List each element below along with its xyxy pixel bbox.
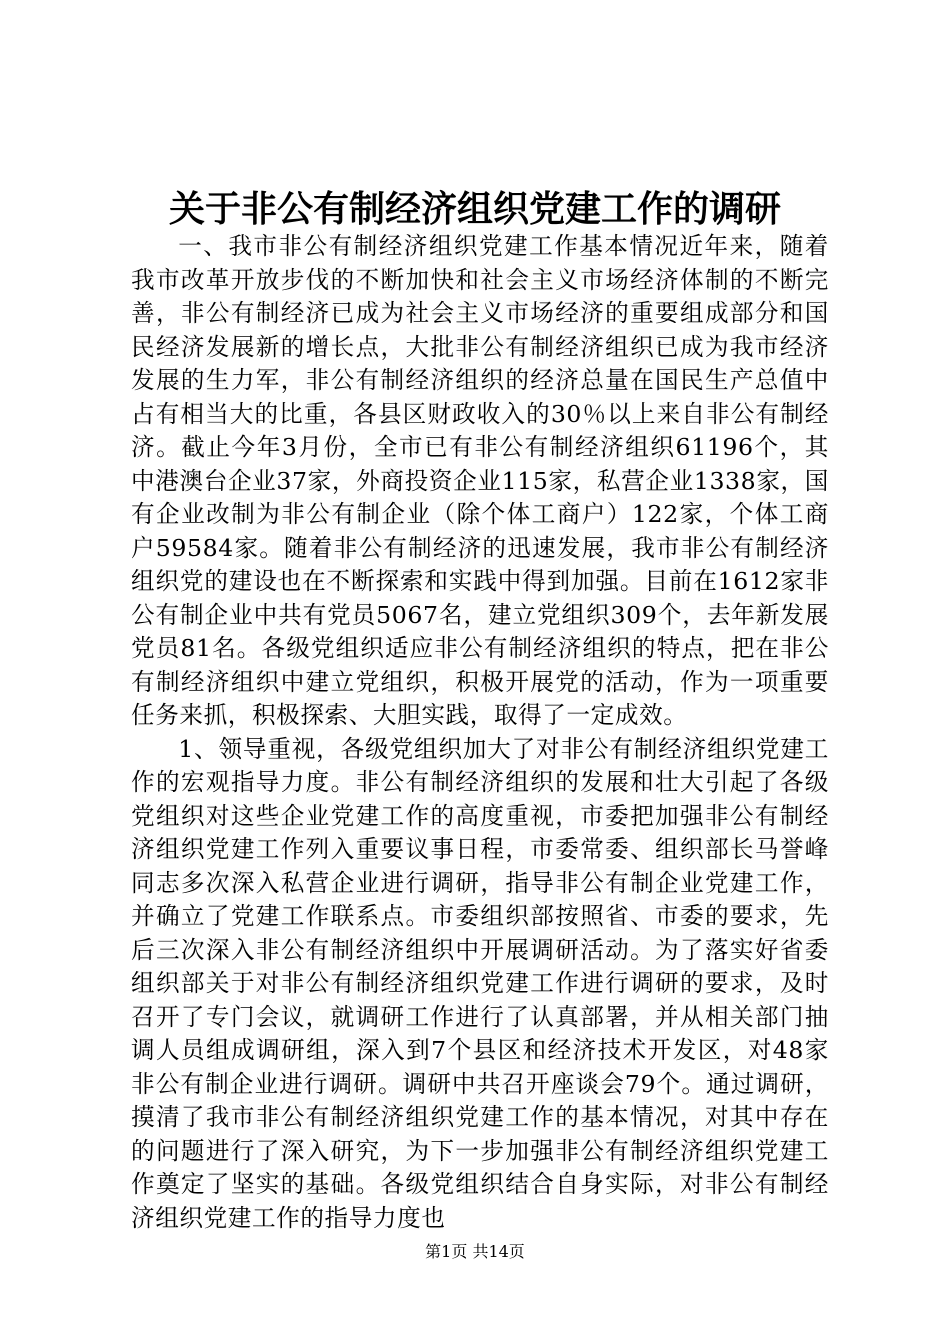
document-title: 关于非公有制经济组织党建工作的调研 bbox=[168, 189, 781, 230]
document-body bbox=[131, 230, 829, 1235]
paragraph-1: 一、我市非公有制经济组织党建工作基本情况近年来，随着我市改革开放步伐的不断加快和社会主义市场经济体制的不断完善，非公有制经济已成为社会主义市场经济的重要组成部分和国民经济发展新的增长点，大批非公有制经济组织已成为我市经济发展的生力军，非公有制经济组织的经济总量在国民生产总值中占有相当大的比重，各县区财政收入的30％以上来自非公有制经济。截止今年3月份，全市已有非公有制经济组织61196个，其中港澳台企业37家，外商投资企业115家，私营企业1338家，国有企业改制为非公有制企业（除个体工商户）122家，个体工商户59584家。随着非公有制经济的迅速发展，我市非公有制经济组织党的建设也在不断探索和实践中得到加强。目前在1612家非公有制企业中共有党员5067名，建立党组织309个，去年新发展党员81名。各级党组织适应非公有制经济组织的特点，把在非公有制经济组织中建立党组织，积极开展党的活动，作为一项重要任务来抓，积极探索、大胆实践，取得了一定成效。 bbox=[131, 232, 829, 729]
page-footer: 第1页 共14页 bbox=[425, 1242, 525, 1261]
paragraph-2: 1、领导重视，各级党组织加大了对非公有制经济组织党建工作的宏观指导力度。非公有制经济组织的发展和壮大引起了各级党组织对这些企业党建工作的高度重视，市委把加强非公有制经济组织党建工作列入重要议事日程，市委常委、组织部长马誉峰同志多次深入私营企业进行调研，指导非公有制企业党建工作，并确立了党建工作联系点。市委组织部按照省、市委的要求，先后三次深入非公有制经济组织中开展调研活动。为了落实好省委组织部关于对非公有制经济组织党建工作进行调研的要求，及时召开了专门会议，就调研工作进行了认真部署，并从相关部门抽调人员组成调研组，深入到7个县区和经济技术开发区，对48家非公有制企业进行调研。调研中共召开座谈会79个。通过调研，摸清了我市非公有制经济组织党建工作的基本情况，对其中存在的问题进行了深入研究，为下一步加强非公有制经济组织党建工作奠定了坚实的基础。各级党组织结合自身实际，对非公有制经济组织党建工作的指导力度也 bbox=[131, 734, 829, 1232]
